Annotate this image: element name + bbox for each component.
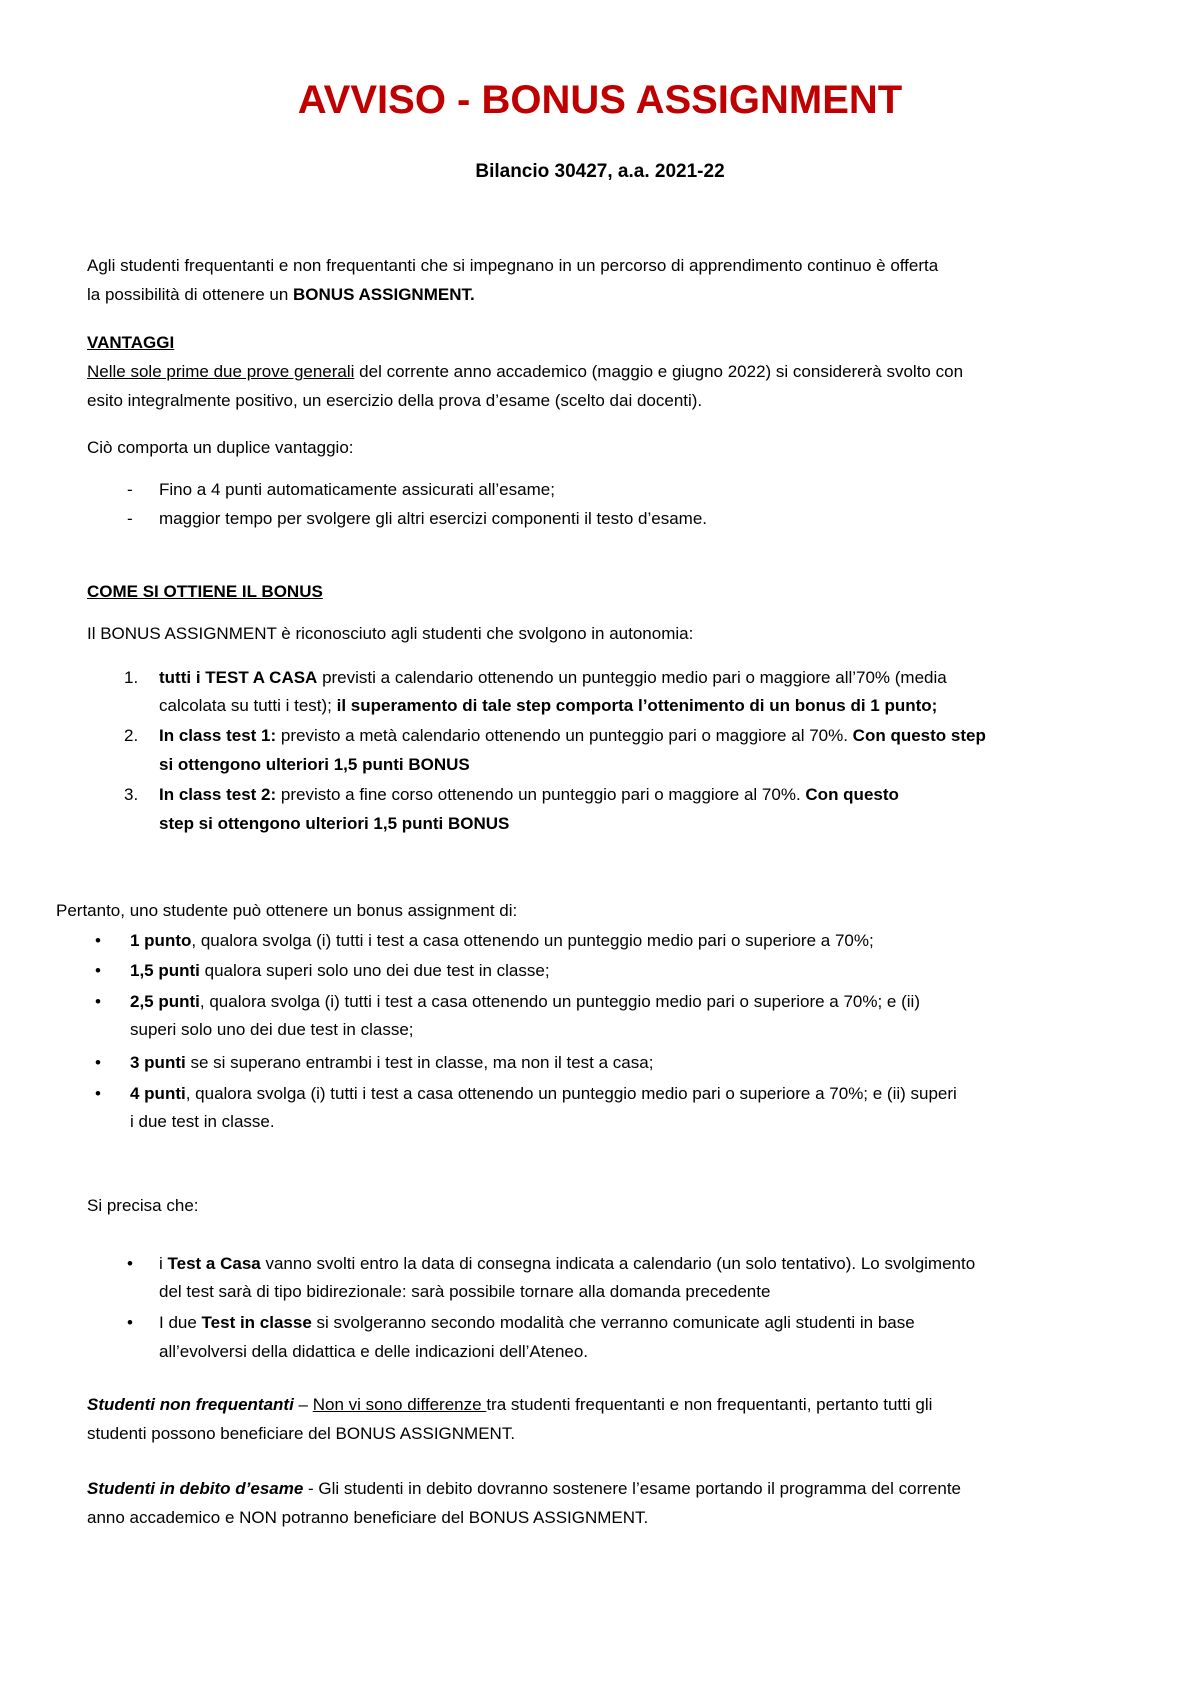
bullet-marker: • xyxy=(95,931,101,950)
bullet-marker: • xyxy=(95,961,101,980)
precisa-intro: Si precisa che: xyxy=(87,1196,199,1215)
bullet-marker: • xyxy=(127,1313,133,1332)
vantaggi-item-1: Fino a 4 punti automaticamente assicurati all’esame; xyxy=(159,480,555,499)
debito-line-1: Studenti in debito d’esame - Gli studenti in debito dovranno sostenere l’esame portando il programma del corrente xyxy=(87,1479,961,1498)
pertanto-item-4: 3 punti se si superano entrambi i test in classe, ma non il test a casa; xyxy=(130,1053,654,1072)
come-item-1-line-1: tutti i TEST A CASA previsti a calendario ottenendo un punteggio medio pari o maggiore all’70% (media xyxy=(159,668,947,687)
document-title: AVVISO - BONUS ASSIGNMENT xyxy=(297,78,903,122)
dash-marker: - xyxy=(127,509,133,528)
nonfreq-line-1: Studenti non frequentanti – Non vi sono differenze tra studenti frequentanti e non frequentanti, pertanto tutti gli xyxy=(87,1395,933,1414)
vantaggi-line-1: Nelle sole prime due prove generali del corrente anno accademico (maggio e giugno 2022) si considererà svolto con xyxy=(87,362,964,381)
vantaggi-heading: VANTAGGI xyxy=(87,333,175,352)
precisa-item-2-line-1: I due Test in classe si svolgeranno secondo modalità che verranno comunicate agli studenti in base xyxy=(159,1313,915,1332)
pertanto-item-3-line-2: superi solo uno dei due test in classe; xyxy=(130,1020,414,1039)
intro-line-2: la possibilità di ottenere un BONUS ASSIGNMENT. xyxy=(87,285,475,304)
come-item-2-line-2: si ottengono ulteriori 1,5 punti BONUS xyxy=(159,755,470,774)
pertanto-item-2: 1,5 punti qualora superi solo uno dei due test in classe; xyxy=(130,961,550,980)
vantaggi-duplice: Ciò comporta un duplice vantaggio: xyxy=(87,438,354,457)
precisa-item-1-line-1: i Test a Casa vanno svolti entro la data di consegna indicata a calendario (un solo tentativo). Lo svolgimento xyxy=(159,1254,976,1273)
list-number: 3. xyxy=(124,785,139,804)
debito-line-2: anno accademico e NON potranno beneficiare del BONUS ASSIGNMENT. xyxy=(87,1508,649,1527)
come-intro: Il BONUS ASSIGNMENT è riconosciuto agli studenti che svolgono in autonomia: xyxy=(87,624,694,643)
come-item-3-line-2: step si ottengono ulteriori 1,5 punti BONUS xyxy=(159,814,510,833)
come-item-1-line-2: calcolata su tutti i test); il superamento di tale step comporta l’ottenimento di un bonus di 1 punto; xyxy=(159,696,938,715)
vantaggi-line-2: esito integralmente positivo, un esercizio della prova d’esame (scelto dai docenti). xyxy=(87,391,703,410)
intro-line-1: Agli studenti frequentanti e non frequentanti che si impegnano in un percorso di apprendimento continuo è offerta xyxy=(87,256,939,275)
bullet-marker: • xyxy=(95,1084,101,1103)
pertanto-item-5-line-1: 4 punti, qualora svolga (i) tutti i test a casa ottenendo un punteggio medio pari o superiore a 70%; e (ii) superi xyxy=(130,1084,957,1103)
list-number: 1. xyxy=(124,668,139,687)
precisa-item-1-line-2: del test sarà di tipo bidirezionale: sarà possibile tornare alla domanda precedente xyxy=(159,1282,771,1301)
pertanto-item-3-line-1: 2,5 punti, qualora svolga (i) tutti i test a casa ottenendo un punteggio medio pari o superiore a 70%; e (ii) xyxy=(130,992,920,1011)
pertanto-item-5-line-2: i due test in classe. xyxy=(130,1112,275,1131)
nonfreq-line-2: studenti possono beneficiare del BONUS ASSIGNMENT. xyxy=(87,1424,516,1443)
document-subtitle: Bilancio 30427, a.a. 2021-22 xyxy=(475,161,725,182)
bullet-marker: • xyxy=(95,992,101,1011)
pertanto-intro: Pertanto, uno studente può ottenere un bonus assignment di: xyxy=(56,901,518,920)
come-heading: COME SI OTTIENE IL BONUS xyxy=(87,582,323,601)
vantaggi-item-2: maggior tempo per svolgere gli altri esercizi componenti il testo d’esame. xyxy=(159,509,708,528)
pertanto-item-1: 1 punto, qualora svolga (i) tutti i test a casa ottenendo un punteggio medio pari o superiore a 70%; xyxy=(130,931,874,950)
come-item-2-line-1: In class test 1: previsto a metà calendario ottenendo un punteggio pari o maggiore al 70%. Con questo step xyxy=(159,726,986,745)
precisa-item-2-line-2: all’evolversi della didattica e delle indicazioni dell’Ateneo. xyxy=(159,1342,589,1361)
bullet-marker: • xyxy=(127,1254,133,1273)
dash-marker: - xyxy=(127,480,133,499)
come-item-3-line-1: In class test 2: previsto a fine corso ottenendo un punteggio pari o maggiore al 70%. Con questo xyxy=(159,785,899,804)
bullet-marker: • xyxy=(95,1053,101,1072)
list-number: 2. xyxy=(124,726,139,745)
